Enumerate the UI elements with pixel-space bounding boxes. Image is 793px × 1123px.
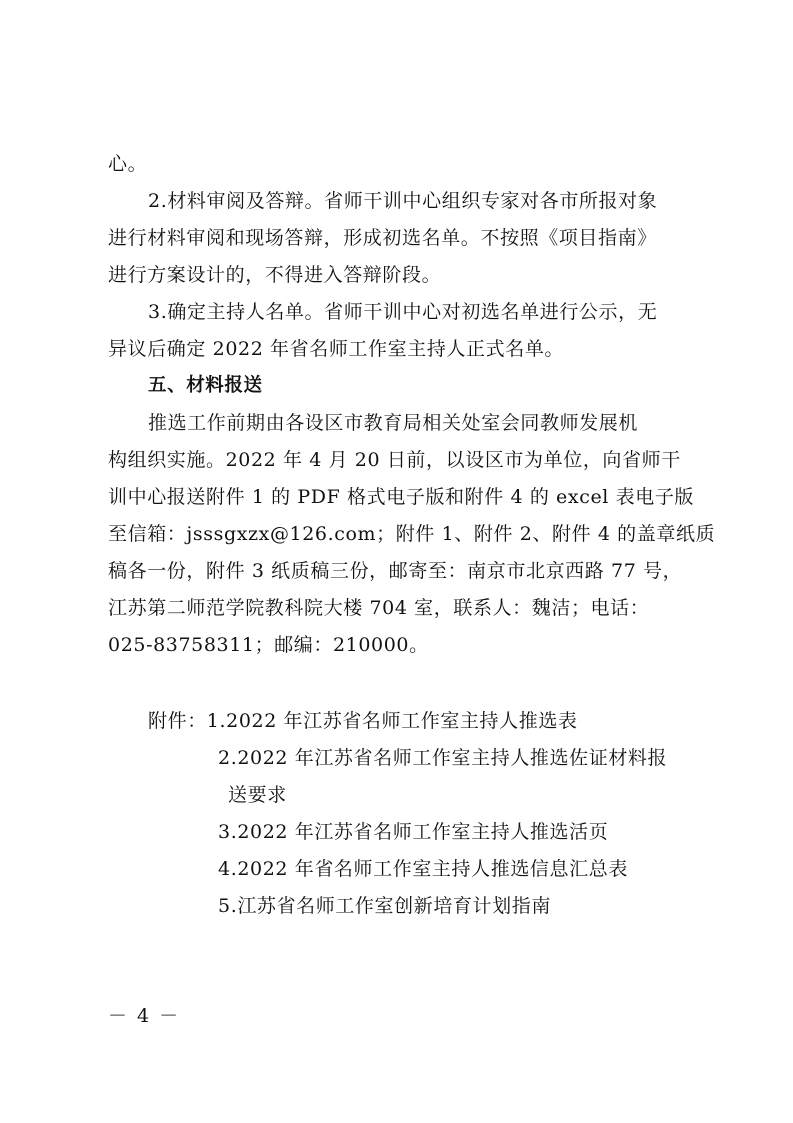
attachment-item: 5.江苏省名师工作室创新培育计划指南	[218, 895, 551, 917]
paragraph-line: 异议后确定 2022 年省名师工作室主持人正式名单。	[108, 338, 565, 360]
paragraph-line: 进行材料审阅和现场答辩，形成初选名单。不按照《项目指南》	[108, 227, 657, 249]
attachment-item: 3.2022 年江苏省名师工作室主持人推选活页	[218, 821, 609, 843]
section-heading: 五、材料报送	[148, 375, 263, 396]
attachment-item: 送要求	[228, 784, 287, 806]
page-number: － 4 －	[108, 1005, 181, 1027]
paragraph-line: 构组织实施。2022 年 4 月 20 日前，以设区市为单位，向省师干	[108, 449, 681, 471]
attachment-item: 2.2022 年江苏省名师工作室主持人推选佐证材料报	[218, 747, 668, 769]
paragraph-line: 进行方案设计的，不得进入答辩阶段。	[108, 264, 442, 286]
paragraph-line: 推选工作前期由各设区市教育局相关处室会同教师发展机	[148, 412, 639, 434]
paragraph-line: 训中心报送附件 1 的 PDF 格式电子版和附件 4 的 excel 表电子版	[108, 486, 695, 508]
paragraph-line: 3.确定主持人名单。省师干训中心对初选名单进行公示，无	[148, 301, 658, 323]
paragraph-line: 稿各一份，附件 3 纸质稿三份，邮寄至：南京市北京西路 77 号，	[108, 560, 683, 582]
attachment-item: 附件：1.2022 年江苏省名师工作室主持人推选表	[148, 710, 578, 732]
paragraph-line: 江苏第二师范学院教科院大楼 704 室，联系人：魏洁；电话：	[108, 597, 650, 619]
attachment-item: 4.2022 年省名师工作室主持人推选信息汇总表	[218, 858, 628, 880]
paragraph-line: 心。	[108, 153, 148, 175]
paragraph-line: 2.材料审阅及答辩。省师干训中心组织专家对各市所报对象	[148, 190, 658, 212]
paragraph-line: 至信箱：jsssgxzx@126.com；附件 1、附件 2、附件 4 的盖章纸质	[108, 523, 716, 545]
paragraph-line: 025-83758311；邮编：210000。	[108, 634, 429, 656]
